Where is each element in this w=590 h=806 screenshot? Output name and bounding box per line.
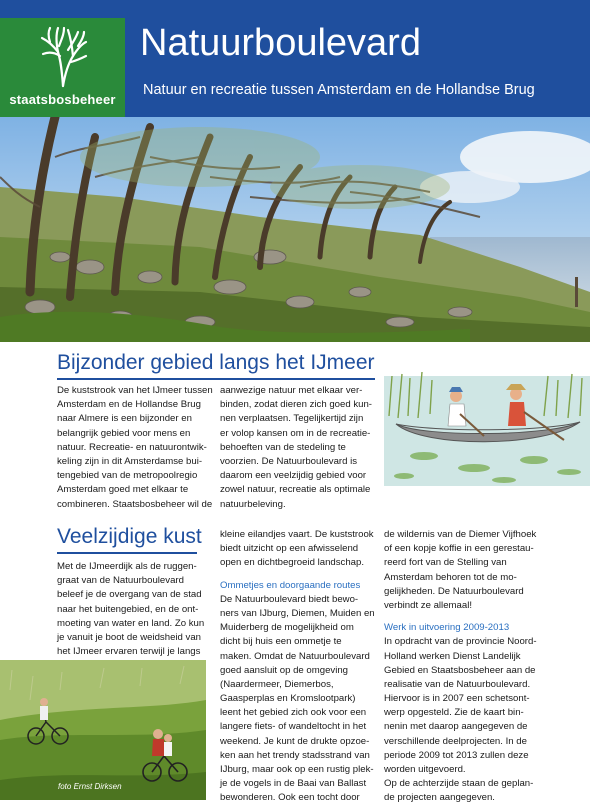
text-line: naar het buitengebied, en de ont- xyxy=(57,603,199,615)
staatsbosbeheer-logo xyxy=(0,18,125,117)
text-line: dicht bij huis een ommetje te xyxy=(220,636,342,648)
text-line: (Naardermeer, Diemerbos, xyxy=(220,678,334,690)
text-line: behoeften van de stedeling te xyxy=(220,441,346,453)
section-heading-bijzonder: Bijzonder gebied langs het IJmeer xyxy=(57,351,375,374)
text-line: Gaasperplas en Kromslootpark) xyxy=(220,693,356,705)
cyclists-photo xyxy=(0,660,206,800)
text-line: voorzien. De Natuurboulevard is xyxy=(220,455,358,467)
text-line: naar Almere is een bijzonder en xyxy=(57,413,192,425)
text-line: het IJmeer ervaren terwijl je langs xyxy=(57,646,201,658)
page-title: Natuurboulevard xyxy=(140,22,421,64)
subheading-werk-in-uitvoering: Werk in uitvoering 2009-2013 xyxy=(384,622,510,634)
text-line: zowel natuur, recreatie als optimale xyxy=(220,484,371,496)
section2-column-3 xyxy=(384,528,537,806)
text-line: verbindt ze allemaal! xyxy=(384,599,472,611)
text-line: Op de achterzijde staan de geplan- xyxy=(384,778,534,790)
text-line: kleine eilandjes vaart. De kuststrook xyxy=(220,529,374,540)
text-line: Gebied en Staatsbosbeheer aan de xyxy=(384,664,536,676)
text-line: ners van IJburg, Diemen, Muiden en xyxy=(220,607,375,619)
text-line: De kuststrook van het IJmeer tussen xyxy=(57,385,213,396)
text-line: open en dichtbegroeid landschap. xyxy=(220,557,365,569)
text-line: weekend. Je kunt de drukte opzoe- xyxy=(220,735,370,747)
text-line: werp opgesteld. Zie de kaart bin- xyxy=(384,707,524,719)
photo-credit: foto Ernst Dirksen xyxy=(58,782,122,791)
hero-photo-dyke-trees xyxy=(0,117,590,342)
text-line: realisatie van de Natuurboulevard. xyxy=(384,678,531,690)
heading-rule xyxy=(57,552,197,554)
text-line: Amsterdam en de Hollandse Brug xyxy=(57,399,201,411)
section2-column-1 xyxy=(57,560,204,659)
text-line: Amsterdam goed met elkaar te xyxy=(57,484,189,496)
text-line: Amsterdam behoren tot de mo- xyxy=(384,571,517,583)
text-line: binden, zodat dieren zich goed kun- xyxy=(220,399,373,411)
tree-logo-icon xyxy=(38,26,88,88)
text-line: worden uitgevoerd. xyxy=(384,764,466,775)
text-line: nen verplaatsen. Tegelijkertijd zijn xyxy=(220,413,364,425)
text-line: leent het gebied zich ook voor een xyxy=(220,707,367,719)
text-line: moeting van water en land. Zo kun xyxy=(57,617,205,629)
text-line: natuur. Recreatie- en natuurontwik- xyxy=(57,441,207,453)
text-line: graat van de Natuurboulevard xyxy=(57,575,184,587)
text-line: maken. Omdat de Natuurboulevard xyxy=(220,650,370,662)
text-line: ken aan het trendy stadsstrand van xyxy=(220,749,370,761)
text-line: Holland werken Dienst Landelijk xyxy=(384,650,521,662)
text-line: goed aansluit op de omgeving xyxy=(220,664,349,676)
canoe-illustration xyxy=(384,356,590,486)
text-line: natuurbeleving. xyxy=(220,498,286,510)
heading-rule xyxy=(57,378,375,380)
text-line: tengebied van de metropoolregio xyxy=(57,470,198,482)
text-line: periode 2009 tot 2013 zullen deze xyxy=(384,749,529,761)
text-line: biedt uitzicht op een afwisselend xyxy=(220,543,359,555)
section1-column-1 xyxy=(57,384,213,512)
text-line: In opdracht van de provincie Noord- xyxy=(384,636,537,648)
text-line: Muiderberg de mogelijkheid om xyxy=(220,622,354,634)
header-banner xyxy=(0,0,590,117)
text-line: Hiervoor is in 2007 een schetsont- xyxy=(384,693,530,705)
logo-text: staatsbosbeheer xyxy=(9,92,116,107)
text-line: belangrijk gebied voor mens en xyxy=(57,427,191,439)
text-line: keling zijn in dit Amsterdamse bui- xyxy=(57,455,203,467)
text-line: beleef je de overgang van de stad xyxy=(57,589,202,601)
section1-column-2 xyxy=(220,384,372,512)
text-line: aanwezige natuur met elkaar ver- xyxy=(220,385,363,396)
text-line: je de vogels in de Baai van Ballast xyxy=(220,778,367,790)
subheading-ommetjes: Ommetjes en doorgaande routes xyxy=(220,579,361,591)
page-subtitle: Natuur en recreatie tussen Amsterdam en de Hollandse Brug xyxy=(143,82,535,98)
section-heading-veelzijdige: Veelzijdige kust xyxy=(57,525,202,548)
text-line: gelijkheden. De Natuurboulevard xyxy=(384,585,524,597)
text-line: er volop kansen om in de recreatie- xyxy=(220,427,371,439)
text-line: IJburg, maar ook op een rustig plek- xyxy=(220,764,374,775)
text-line: de projecten aangegeven. xyxy=(384,792,495,804)
text-line: langere fiets- of wandeltocht in het xyxy=(220,721,367,733)
text-line: bewonderen. Ook een tocht door xyxy=(220,792,360,804)
text-line: De Natuurboulevard biedt bewo- xyxy=(220,593,359,605)
text-line: je vanuit je boot de weidsheid van xyxy=(57,631,202,643)
text-line: of een kopje koffie in een gerestau- xyxy=(384,543,534,555)
text-line: de wildernis van de Diemer Vijfhoek xyxy=(384,529,537,540)
text-line: reerd fort van de Stelling van xyxy=(384,557,507,569)
text-line: combineren. Staatsbosbeheer wil de xyxy=(57,498,213,510)
text-line: nenin met daarop aangegeven de xyxy=(384,721,528,733)
text-line: Met de IJmeerdijk als de ruggen- xyxy=(57,561,197,572)
text-line: verschillende deelprojecten. In de xyxy=(384,735,527,747)
text-line: daarom een veelzijdig gebied voor xyxy=(220,470,367,482)
section2-column-2 xyxy=(220,528,375,806)
